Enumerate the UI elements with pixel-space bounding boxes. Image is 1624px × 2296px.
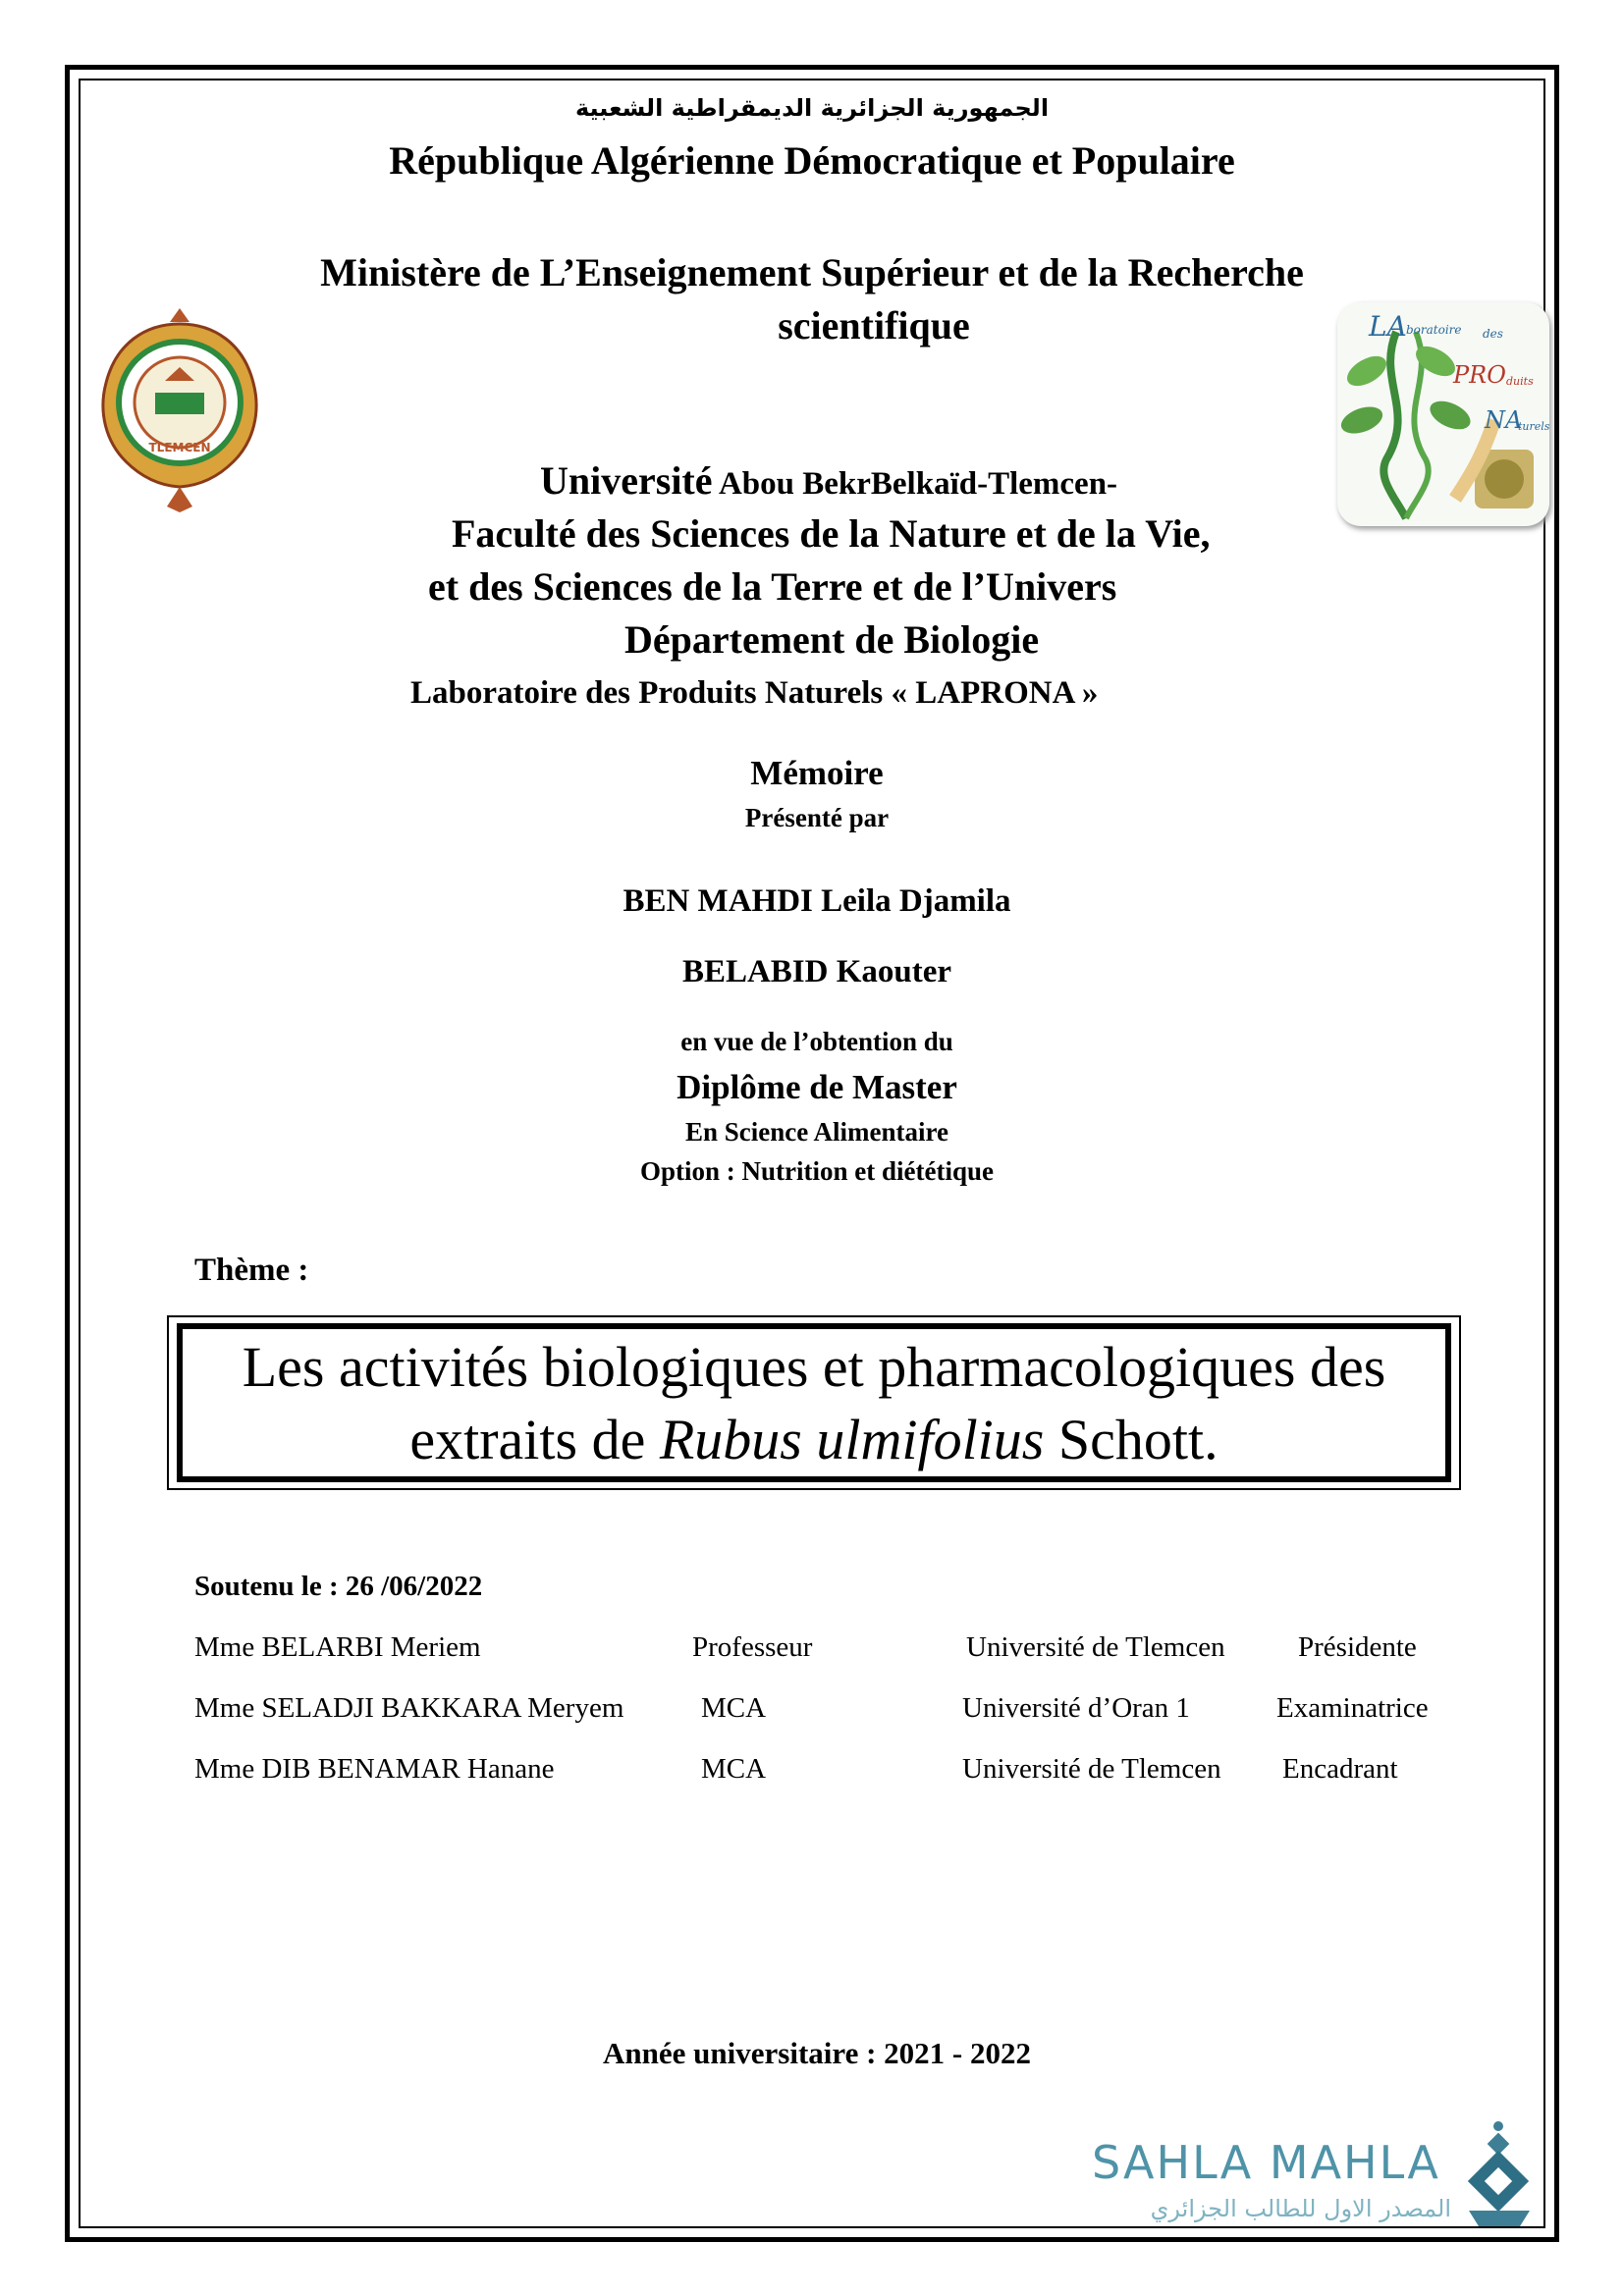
university-line — [540, 457, 1117, 504]
svg-text:duits: duits — [1506, 375, 1534, 388]
memoire-title: Mémoire — [750, 754, 884, 792]
author-2: BELABID Kaouter — [681, 954, 952, 989]
watermark-emblem-icon — [1461, 2116, 1540, 2232]
watermark-brand: SAHLA MAHLA — [1092, 2136, 1440, 2189]
svg-text:des: des — [1483, 327, 1503, 341]
svg-text:NA: NA — [1485, 406, 1523, 434]
theme-line-2-prefix: extraits de — [409, 1408, 660, 1471]
svg-text:boratoire: boratoire — [1406, 323, 1462, 337]
university-name: Abou BekrBelkaïd-Tlemcen- — [712, 466, 1118, 502]
watermark-tagline: المصدر الاول للطالب الجزائري — [1150, 2195, 1451, 2222]
theme-line-2 — [177, 1404, 1451, 1476]
diploma: Diplôme de Master — [677, 1068, 957, 1106]
jury-grade: MCA — [701, 1753, 767, 1785]
theme-label: Thème : — [194, 1253, 309, 1288]
jury-institution: Université de Tlemcen — [962, 1753, 1221, 1785]
in-view-of: en vue de l’obtention du — [680, 1027, 953, 1056]
theme-title — [177, 1331, 1451, 1476]
department: Département de Biologie — [624, 617, 1040, 662]
jury-role: Examinatrice — [1276, 1692, 1429, 1724]
jury-institution: Université de Tlemcen — [966, 1631, 1225, 1663]
option: Option : Nutrition et diététique — [640, 1156, 994, 1186]
laprona-logo — [1337, 302, 1549, 526]
jury-role: Présidente — [1298, 1631, 1417, 1663]
ministry-line-1: Ministère de L’Enseignement Supérieur et de la Recherche — [320, 250, 1304, 294]
theme-line-2-suffix: Schott. — [1044, 1408, 1218, 1471]
jury-name: Mme DIB BENAMAR Hanane — [194, 1753, 555, 1785]
republic-title: République Algérienne Démocratique et Populaire — [389, 138, 1235, 183]
jury-role: Encadrant — [1282, 1753, 1398, 1785]
defense-date: Soutenu le : 26 /06/2022 — [194, 1571, 483, 1602]
jury-name: Mme BELARBI Meriem — [194, 1631, 481, 1663]
faculty-line-2: et des Sciences de la Terre et de l’Univers — [428, 564, 1117, 609]
university-word: Université — [540, 458, 713, 503]
species-name: Rubus ulmifolius — [659, 1408, 1045, 1471]
theme-line-1: Les activités biologiques et pharmacologiques des — [242, 1335, 1386, 1399]
svg-text:TLEMCEN: TLEMCEN — [148, 441, 211, 454]
university-seal-logo — [96, 304, 263, 514]
field-of-study: En Science Alimentaire — [685, 1117, 948, 1147]
page-border-inner — [79, 79, 1545, 2228]
faculty-line-1: Faculté des Sciences de la Nature et de la Vie, — [452, 511, 1211, 556]
svg-text:PRO: PRO — [1453, 361, 1506, 389]
arabic-republic-title: الجمهورية الجزائرية الديمقراطية الشعبية — [574, 94, 1050, 122]
svg-text:LA: LA — [1369, 310, 1407, 343]
sahla-mahla-watermark — [1092, 2116, 1543, 2234]
jury-institution: Université d’Oran 1 — [962, 1692, 1190, 1724]
jury-grade: MCA — [701, 1692, 767, 1724]
jury-grade: Professeur — [692, 1631, 813, 1663]
jury-name: Mme SELADJI BAKKARA Meryem — [194, 1692, 624, 1724]
svg-text:turels: turels — [1518, 420, 1549, 433]
presented-by: Présenté par — [744, 803, 890, 832]
laboratory: Laboratoire des Produits Naturels « LAPRONA » — [410, 675, 1099, 711]
academic-year: Année universitaire : 2021 - 2022 — [603, 2036, 1031, 2070]
ministry-line-2: scientifique — [778, 303, 970, 347]
author-1: BEN MAHDI Leila Djamila — [623, 883, 1011, 919]
